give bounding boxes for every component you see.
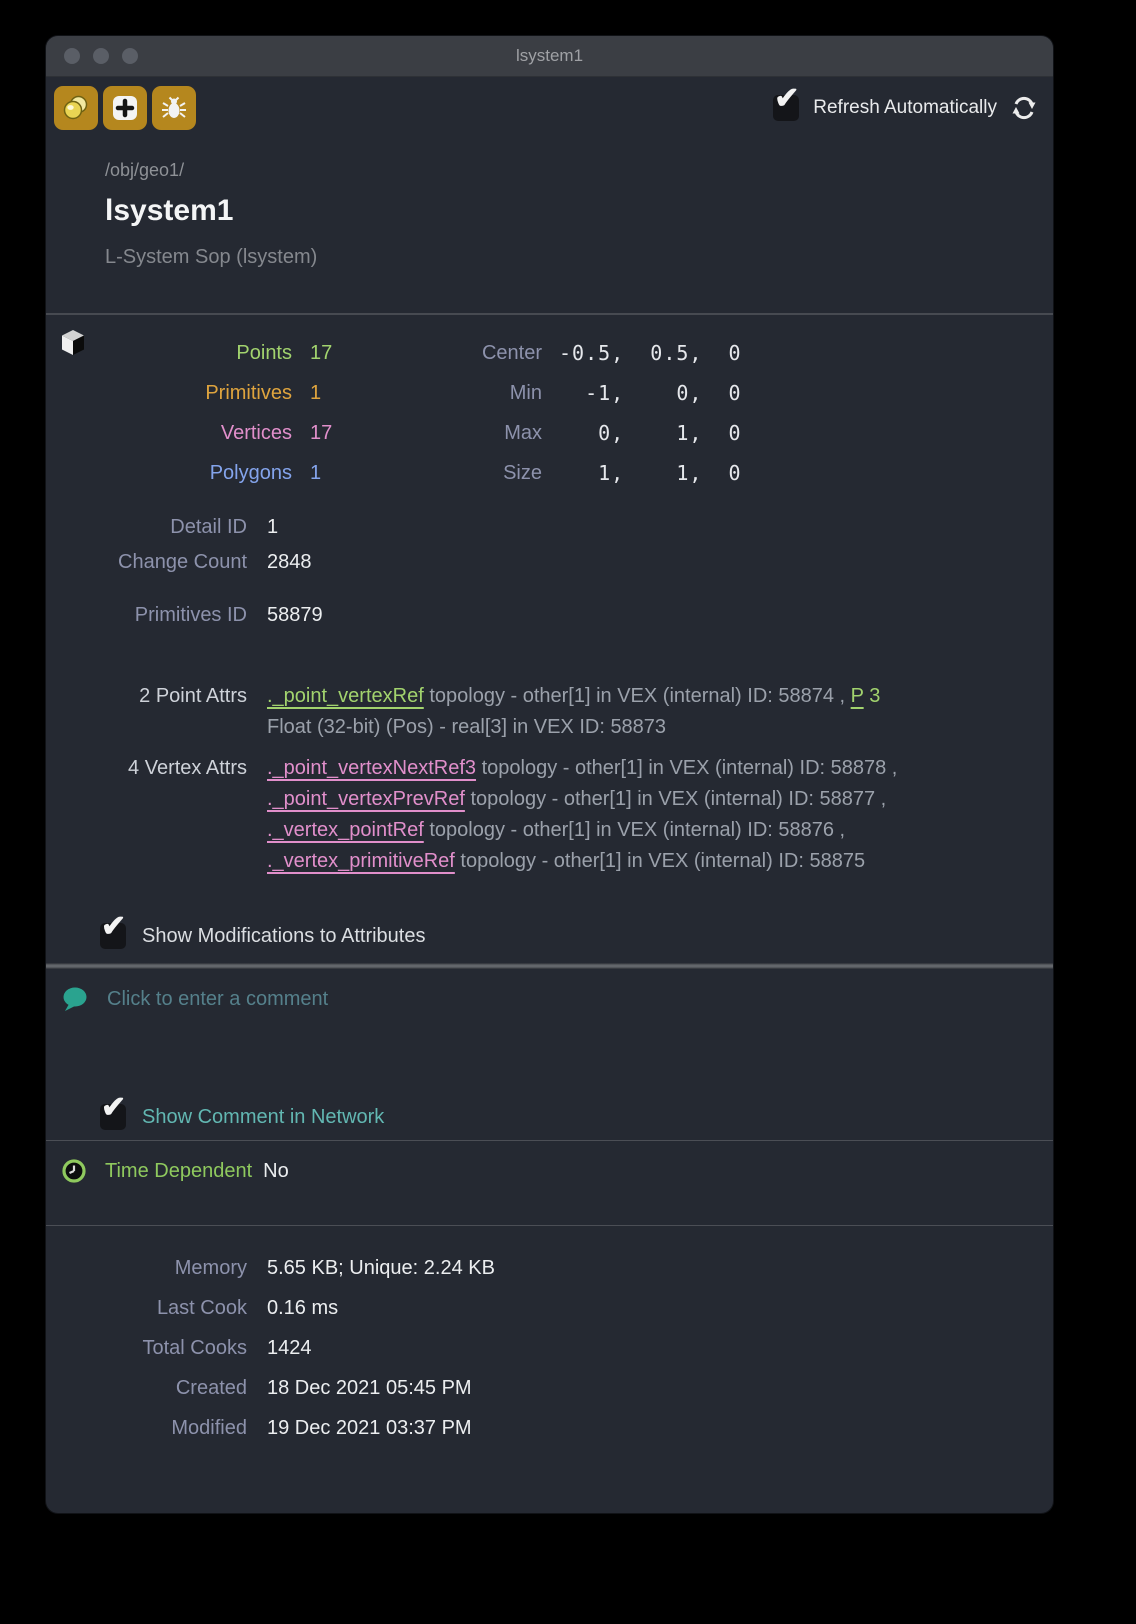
debug-button[interactable] [152, 86, 196, 130]
clock-icon [60, 1157, 88, 1185]
geometry-section [46, 315, 1053, 963]
attr-link-p[interactable]: P [850, 685, 864, 707]
center-value: -0.5, 0.5, 0 [559, 341, 742, 365]
toolbar [46, 77, 1053, 139]
vertex-attrs-count-label: 4 Vertex Attrs [128, 757, 247, 779]
last-cook-label: Last Cook [156, 1296, 247, 1319]
attr-size: 3 [863, 685, 881, 707]
comment-section [46, 969, 1053, 1140]
zoom-window-button[interactable] [122, 48, 138, 64]
merge-spheres-button[interactable] [54, 86, 98, 130]
attr-link-vertex-primitiveref[interactable]: ._vertex_primitiveRef [267, 850, 455, 872]
last-cook-value: 0.16 ms [267, 1296, 339, 1319]
comment-bubble-icon [60, 985, 90, 1013]
vertex-attrs-row [46, 753, 1053, 877]
vertices-label: Vertices [220, 421, 292, 444]
modified-value: 19 Dec 2021 03:37 PM [267, 1416, 472, 1439]
geometry-stats [46, 333, 1053, 493]
show-comment-checkbox[interactable] [100, 1091, 127, 1130]
add-button[interactable] [103, 86, 147, 130]
change-count-label: Change Count [118, 551, 247, 573]
traffic-lights [64, 36, 138, 76]
attr-link-point-vertexnextref[interactable]: ._point_vertexNextRef3 [267, 757, 477, 779]
polygons-label: Polygons [209, 461, 292, 484]
refresh-icon[interactable] [1011, 95, 1037, 121]
detail-id-value: 1 [267, 515, 279, 538]
vertex-attrs-list [247, 753, 897, 877]
created-row [46, 1368, 1053, 1408]
comment-row [46, 985, 1053, 1013]
node-header [46, 139, 1053, 313]
modified-row [46, 1408, 1053, 1448]
change-count-value: 2848 [267, 551, 312, 573]
node-info-window [46, 36, 1053, 1513]
show-modifications-label: Show Modifications to Attributes [142, 924, 426, 947]
size-value: 1, 1, 0 [559, 461, 742, 485]
primitives-id-row [46, 595, 1053, 635]
checkmark-icon: ✔ [101, 910, 127, 943]
show-comment-label: Show Comment in Network [142, 1105, 385, 1128]
node-path: /obj/geo1/ [105, 160, 185, 180]
primitives-value: 1 [310, 381, 322, 404]
detail-id-label: Detail ID [170, 515, 247, 538]
attr-link-point-vertexprevref[interactable]: ._point_vertexPrevRef [267, 788, 465, 810]
attr-desc: topology - other[1] in VEX (internal) ID: 58875 [454, 850, 866, 872]
memory-value: 5.65 KB; Unique: 2.24 KB [267, 1256, 495, 1279]
max-value: 0, 1, 0 [559, 421, 742, 445]
memory-label: Memory [174, 1256, 247, 1279]
show-modifications-row [100, 910, 1053, 951]
close-window-button[interactable] [64, 48, 80, 64]
plus-icon [112, 95, 138, 121]
last-cook-row [46, 1288, 1053, 1328]
cook-stats-section [46, 1226, 1053, 1492]
attr-desc: topology - other[1] in VEX (internal) ID: 58874 , [423, 685, 851, 707]
id-stats [46, 507, 1053, 635]
bug-icon [161, 96, 187, 120]
detail-id-row [46, 507, 1053, 547]
time-dependent-row [46, 1156, 1053, 1186]
created-label: Created [175, 1376, 247, 1399]
primitives-id-value: 58879 [267, 603, 323, 626]
points-value: 17 [310, 341, 333, 364]
total-cooks-row [46, 1328, 1053, 1368]
points-label: Points [236, 341, 292, 364]
node-name: lsystem1 [105, 194, 234, 227]
checkmark-icon: ✔ [101, 1091, 127, 1124]
checkmark-icon: ✔ [774, 82, 800, 115]
comment-input[interactable]: Click to enter a comment [107, 987, 329, 1010]
time-dependent-value: No [263, 1159, 289, 1182]
primitives-id-label: Primitives ID [134, 603, 247, 626]
modified-label: Modified [171, 1416, 247, 1439]
point-attrs-row [46, 681, 1053, 743]
attr-desc: Float (32-bit) (Pos) - real[3] in VEX ID: 58873 [267, 716, 667, 738]
window-title: lsystem1 [515, 46, 584, 65]
node-type: L-System Sop (lsystem) [105, 246, 318, 268]
time-dependent-label: Time Dependent [105, 1159, 253, 1182]
vertices-value: 17 [310, 421, 333, 444]
min-label: Min [509, 381, 542, 404]
primitives-label: Primitives [205, 381, 292, 404]
refresh-automatically-label: Refresh Automatically [813, 97, 997, 118]
min-value: -1, 0, 0 [559, 381, 742, 405]
point-attrs-count-label: 2 Point Attrs [139, 685, 247, 707]
attr-desc: topology - other[1] in VEX (internal) ID: 58877 , [464, 788, 887, 810]
memory-row [46, 1248, 1053, 1288]
time-dependent-section [46, 1141, 1053, 1225]
created-value: 18 Dec 2021 05:45 PM [267, 1376, 472, 1399]
geometry-cube-icon [60, 329, 86, 357]
center-label: Center [481, 341, 542, 364]
show-modifications-checkbox[interactable] [100, 910, 127, 949]
attr-desc: topology - other[1] in VEX (internal) ID: 58876 , [423, 819, 846, 841]
total-cooks-value: 1424 [267, 1336, 312, 1359]
total-cooks-label: Total Cooks [142, 1336, 247, 1359]
point-attrs-list [247, 681, 880, 743]
change-count-row [46, 547, 1053, 587]
attr-link-vertex-pointref[interactable]: ._vertex_pointRef [267, 819, 424, 841]
polygons-value: 1 [310, 461, 322, 484]
attr-desc: topology - other[1] in VEX (internal) ID: 58878 , [476, 757, 898, 779]
refresh-automatically-checkbox[interactable] [773, 82, 800, 121]
spheres-icon [61, 93, 91, 123]
size-label: Size [503, 461, 542, 484]
attr-link-point-vertexref[interactable]: ._point_vertexRef [267, 685, 424, 707]
title-bar [46, 36, 1053, 77]
max-label: Max [504, 421, 542, 444]
minimize-window-button[interactable] [93, 48, 109, 64]
show-comment-row [100, 1091, 1053, 1132]
